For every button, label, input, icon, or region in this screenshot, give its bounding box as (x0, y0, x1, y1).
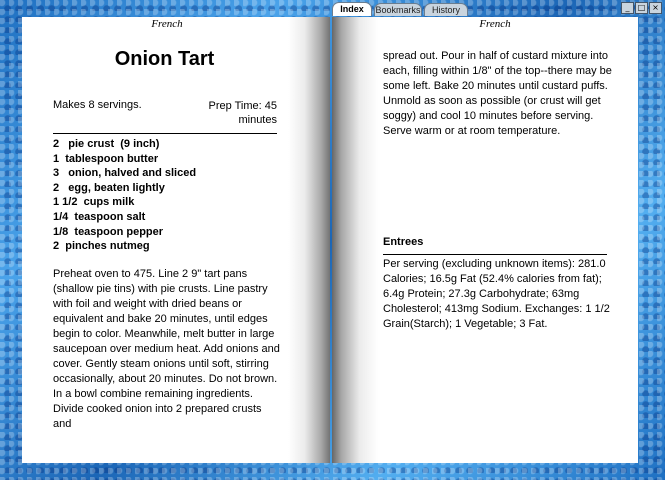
left-page (22, 17, 330, 463)
window-controls (621, 2, 662, 14)
ingredient-item: 1/4 teaspoon salt (53, 210, 146, 223)
right-page (332, 17, 638, 463)
directions-text: Preheat oven to 475. Line 2 9" tart pans (shallow pie tins) with pie crusts. Line pastry with foil and weight with dried beans or equivalent and bake 20 minutes, until edges begin to color. Meanwhile, melt butter in large saucepoan over medium heat. Add onions and cover. Gently steam onions until soft, stirring occasionally, about 20 minutes. Do not brown. In a bowl combine remaining ingredients. Divide cooked onion into 2 prepared crusts and (53, 268, 280, 430)
ingredient-item: 1 1/2 cups milk (53, 196, 135, 209)
prep-time: Prep Time: 45 minutes (208, 100, 277, 126)
ingredient-item: 1 tablespoon butter (53, 152, 159, 165)
tab-bookmarks[interactable]: Bookmarks (375, 5, 421, 15)
divider (53, 133, 277, 134)
close-button[interactable]: × (649, 2, 662, 14)
ingredient-item: 1/8 teaspoon pepper (53, 225, 164, 238)
category-title: Entrees (383, 236, 424, 248)
page-header: French (479, 18, 511, 30)
tab-bar (332, 2, 470, 16)
tab-history[interactable]: History (424, 3, 468, 16)
directions-continued: spread out. Pour in half of custard mixture into each, filling within 1/8" of the top--there may be some left. Bake 20 minutes until custard puffs. Unmold as soon as possible (or crust will get soggy) and cool 10 minutes before serving. Serve warm or at room temperature. (383, 50, 612, 137)
ingredient-list (53, 137, 196, 254)
divider (383, 254, 607, 255)
tab-index[interactable]: Index (332, 2, 372, 16)
ingredient-item: 2 pinches nutmeg (53, 240, 150, 253)
recipe-title: Onion Tart (114, 48, 215, 70)
page-gutter-shadow (288, 17, 330, 463)
page-gutter-shadow (332, 17, 378, 463)
page-header: French (151, 18, 183, 30)
ingredient-item: 2 pie crust (9 inch) (53, 138, 160, 150)
ingredient-item: 2 egg, beaten lightly (53, 181, 165, 194)
nutrition-info: Per serving (excluding unknown items): 281.0 Calories; 16.5g Fat (52.4% calories from fat); 6.4g Protein; 27.3g Carbohydrate; 63mg Cholesterol; 413mg Sodium. Exchanges: 1 1/2 Grain(Starch); 1 Vegetable; 3 Fat. (383, 258, 610, 330)
restore-button[interactable]: □ (635, 2, 648, 14)
minimize-button[interactable]: _ (621, 2, 634, 14)
servings: Makes 8 servings. (53, 99, 142, 111)
ingredient-item: 3 onion, halved and sliced (53, 167, 197, 180)
